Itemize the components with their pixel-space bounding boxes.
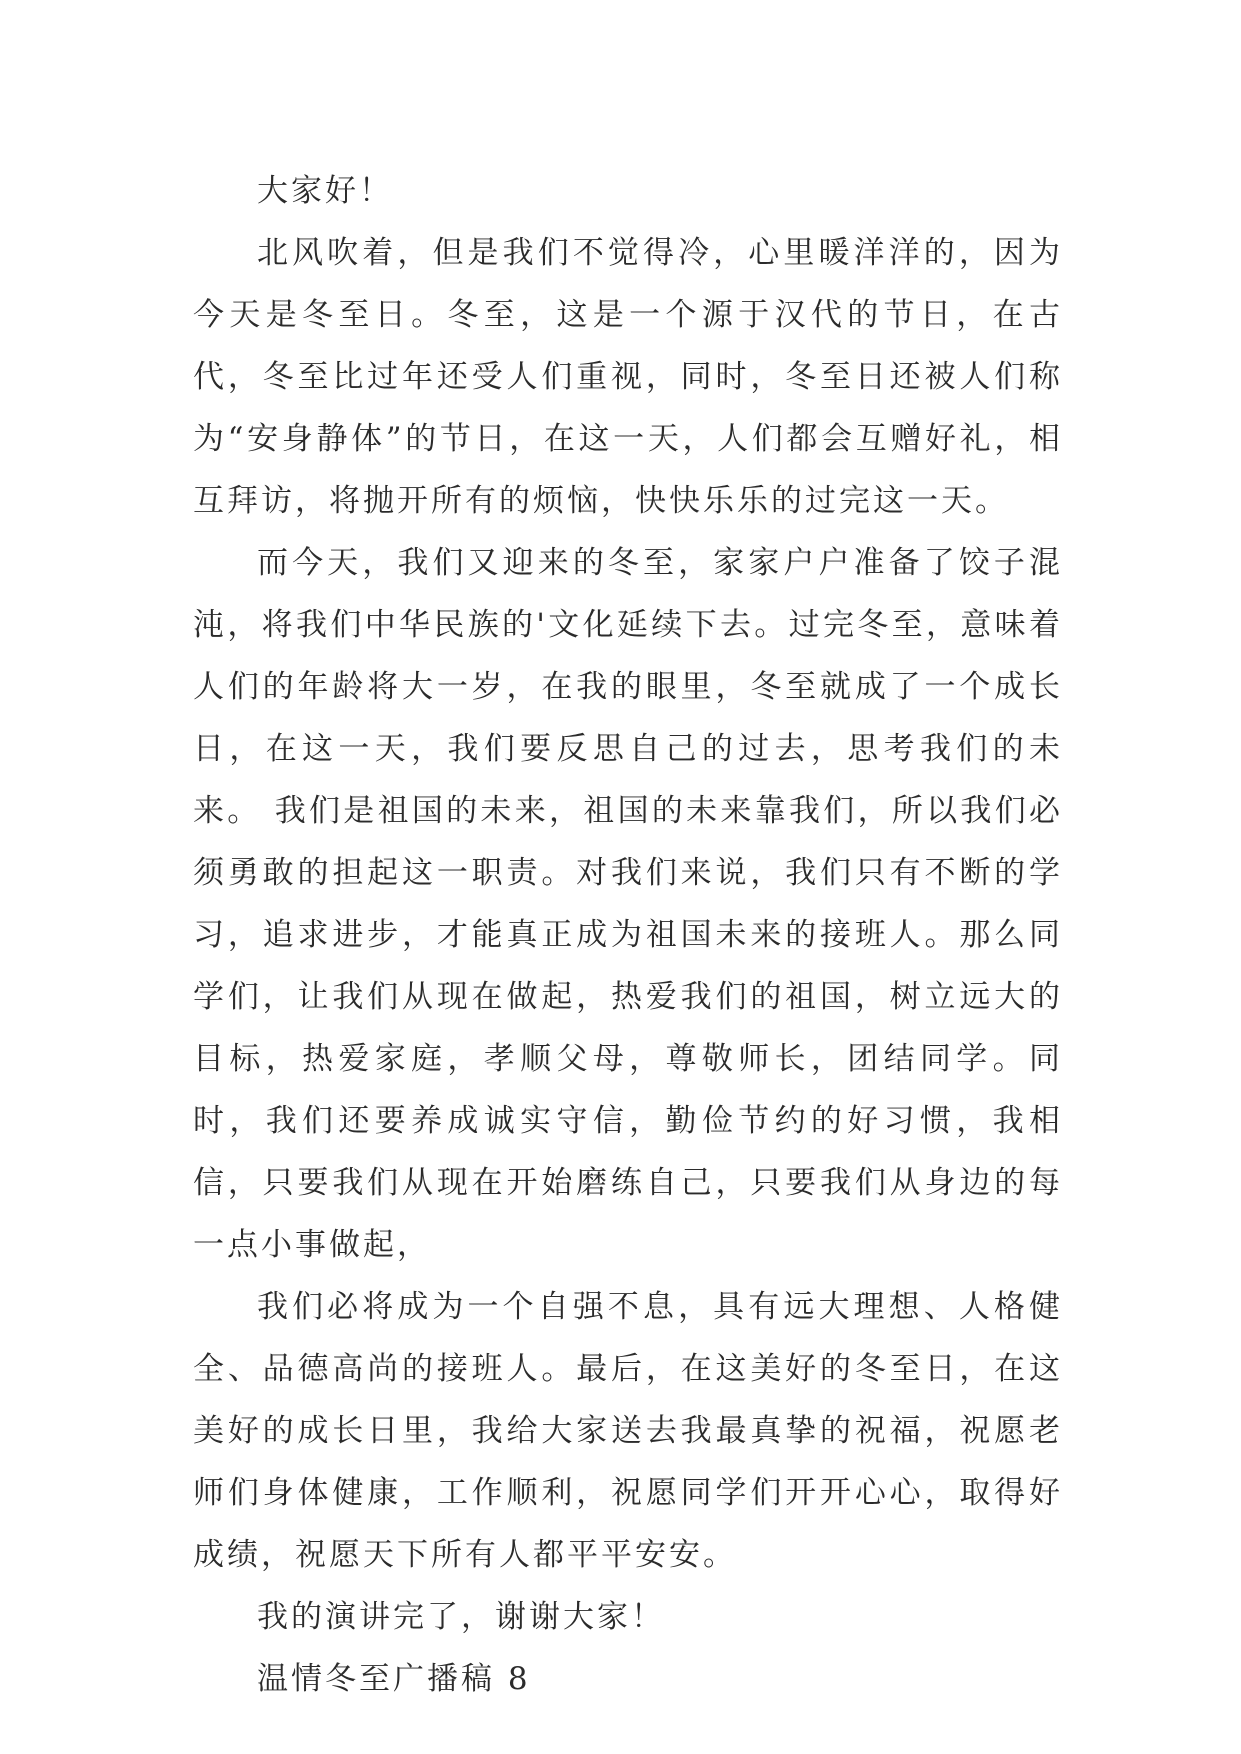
document-body: [193, 160, 1063, 1710]
paragraph-intro: 北风吹着，但是我们不觉得冷，心里暖洋洋的，因为今天是冬至日。冬至，这是一个源于汉代的节日，在古代，冬至比过年还受人们重视，同时，冬至日还被人们称为“安身静体”的节日，在这一天，人们都会互赠好礼，相互拜访，将抛开所有的烦恼，快快乐乐的过完这一天。: [193, 235, 1063, 519]
next-section-title: 温情冬至广播稿 8: [257, 1661, 531, 1697]
paragraph-closing: 我的演讲完了，谢谢大家！: [257, 1599, 665, 1635]
paragraph-greeting: 大家好！: [257, 173, 393, 209]
paragraph-blessing: 我们必将成为一个自强不息，具有远大理想、人格健全、品德高尚的接班人。最后，在这美好的冬至日，在这美好的成长日里，我给大家送去我最真挚的祝福，祝愿老师们身体健康，工作顺利，祝愿同学们开开心心，取得好成绩，祝愿天下所有人都平平安安。: [193, 1289, 1063, 1573]
paragraph-main: 而今天，我们又迎来的冬至，家家户户准备了饺子混沌，将我们中华民族的'文化延续下去。过完冬至，意味着人们的年龄将大一岁，在我的眼里，冬至就成了一个成长日，在这一天，我们要反思自己的过去，思考我们的未来。 我们是祖国的未来，祖国的未来靠我们，所以我们必须勇敢的担起这一职责。对我们来说，我们只有不断的学习，追求进步，才能真正成为祖国未来的接班人。那么同学们，让我们从现在做起，热爱我们的祖国，树立远大的目标，热爱家庭，孝顺父母，尊敬师长，团结同学。同时，我们还要养成诚实守信，勤俭节约的好习惯，我相信，只要我们从现在开始磨练自己，只要我们从身边的每一点小事做起，: [193, 545, 1063, 1263]
